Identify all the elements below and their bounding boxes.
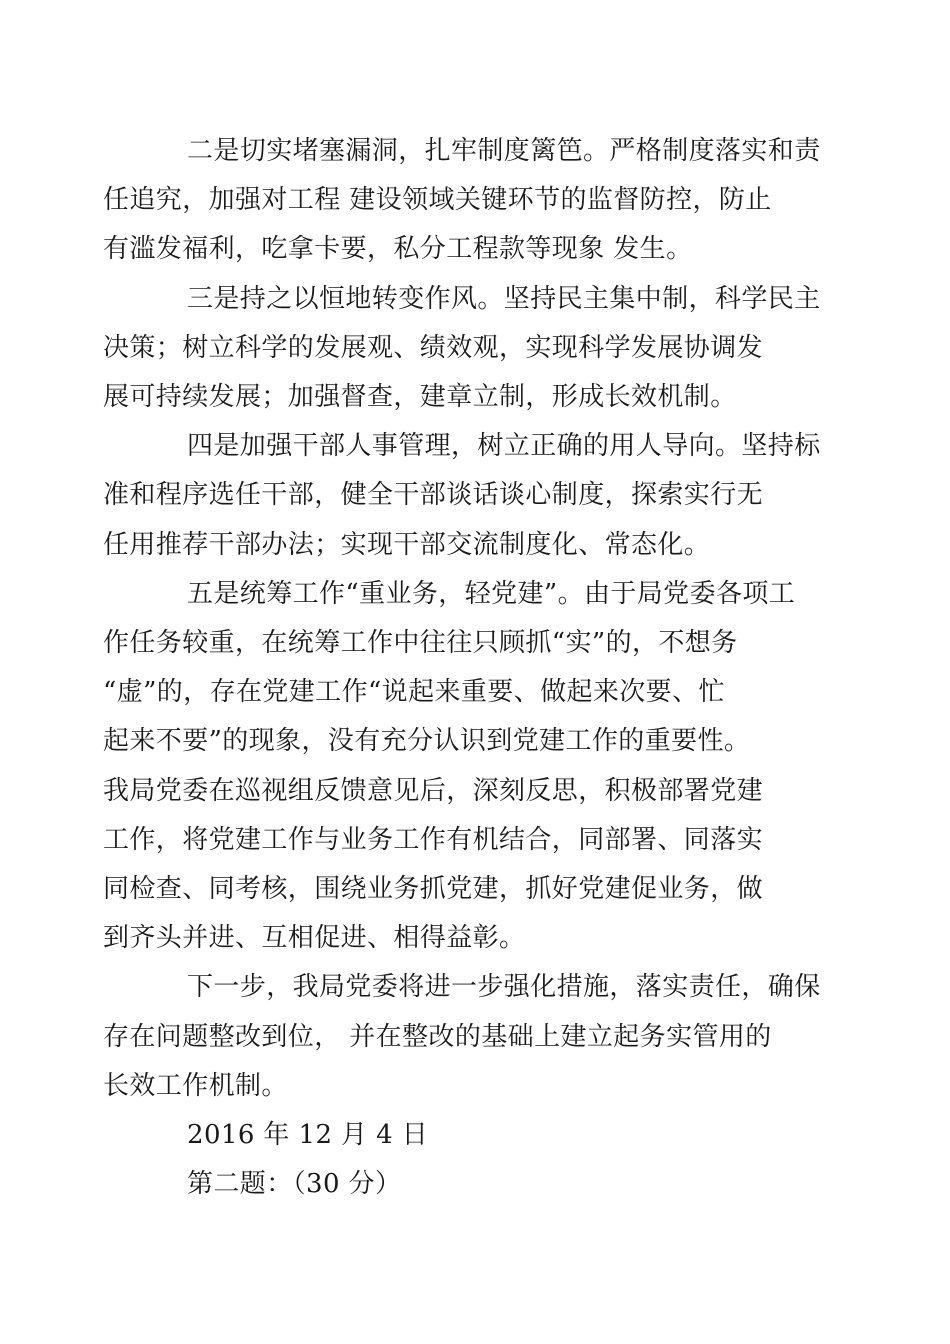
paragraph-loophole: [103, 127, 821, 275]
text-line: 存在问题整改到位， 并在整改的基础上建立起务实管用的: [103, 1021, 772, 1052]
text-line: 有滥发福利，吃拿卡要，私分工程款等现象 发生。: [103, 234, 693, 265]
text-line: 决策；树立科学的发展观、绩效观，实现科学发展协调发: [103, 332, 764, 363]
paragraph-work-style: [103, 275, 821, 423]
text-line: 任用推荐干部办法；实现干部交流制度化、常态化。: [103, 529, 711, 560]
text-line: 二是切实堵塞漏洞，扎牢制度篱笆。严格制度落实和责: [187, 136, 821, 166]
question-heading: [145, 1160, 807, 1209]
paragraph-party-building: [103, 570, 807, 964]
text-line: 长效工作机制。: [103, 1070, 288, 1101]
text-line: “虚”的，存在党建工作“说起来重要、做起来次要、忙: [103, 677, 725, 708]
text-line: 我局党委在巡视组反馈意见后，深刻反思，积极部署党建: [103, 775, 764, 806]
text-line: 四是加强干部人事管理，树立正确的用人导向。坚持标: [187, 431, 821, 462]
text-line: 五是统筹工作“重业务，轻党建”。由于局党委各项工: [187, 578, 796, 609]
text-line: 作任务较重，在统筹工作中往往只顾抓“实”的，不想务: [103, 628, 738, 659]
text-line: 工作，将党建工作与业务工作有机结合，同部署、同落实: [103, 824, 764, 855]
text-line: 同检查、同考核，围绕业务抓党建，抓好党建促业务，做: [103, 874, 764, 905]
text-line: 任追究，加强对工程 建设领域关键环节的监督防控，防止: [103, 185, 772, 216]
text-line: 展可持续发展；加强督查，建章立制，形成长效机制。: [103, 382, 737, 413]
text-line: 到齐头并进、互相促进、相得益彰。: [103, 923, 526, 954]
text-line: 三是持之以恒地转变作风。坚持民主集中制，科学民主: [187, 283, 821, 314]
document-date: [145, 1111, 807, 1160]
text-line: 起来不要”的现象，没有充分认识到党建工作的重要性。: [103, 726, 751, 757]
text-line: 准和程序选任干部，健全干部谈话谈心制度，探索实行无: [103, 480, 764, 511]
paragraph-personnel: [103, 422, 821, 570]
date-line: 2016 年 12 月 4 日: [187, 1120, 429, 1151]
paragraph-next-step: [103, 963, 821, 1111]
text-line: 下一步，我局党委将进一步强化措施，落实责任，确保: [187, 972, 821, 1003]
question-line: 第二题：（30 分）: [187, 1169, 402, 1200]
document-body: [103, 127, 821, 1209]
